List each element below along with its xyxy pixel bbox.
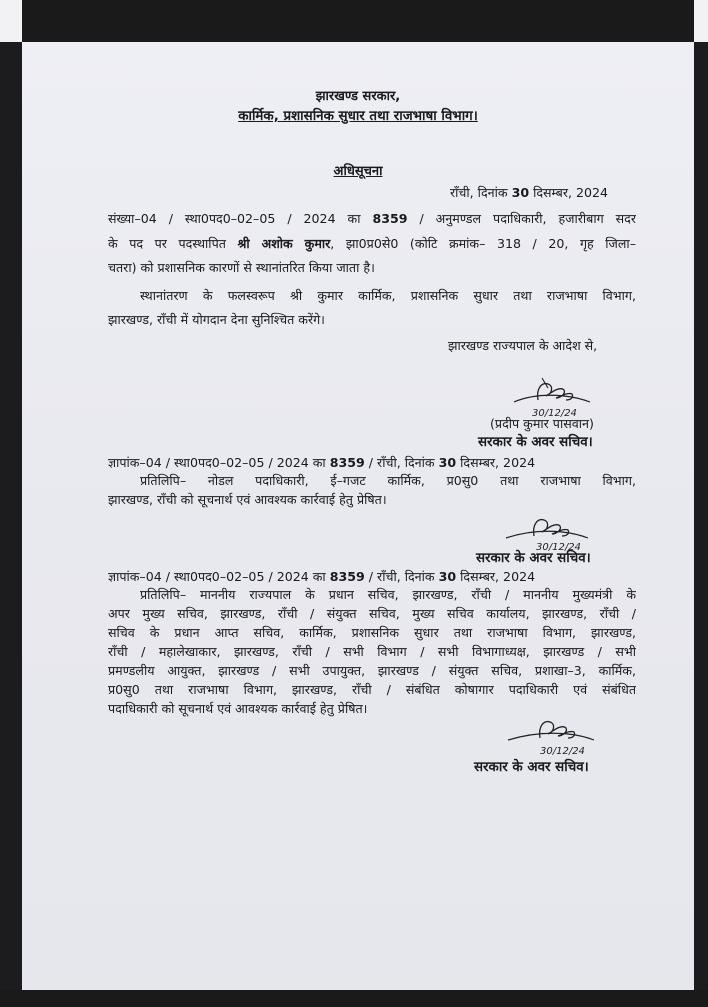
officer-details: , झा0प्र0से0 (कोटि क्रमांक– 318 / 20, गृह जिला– <box>330 236 636 251</box>
para2-line-1: स्थानांतरण के फलस्वरूप श्री कुमार कार्मिक, प्रशासनिक सुधार तथा राजभाषा विभाग, <box>140 288 636 303</box>
signatory-title-2: सरकार के अवर सचिव। <box>476 551 591 566</box>
signature-3 <box>506 714 598 760</box>
date-suffix: दिसम्बर, 2024 <box>529 185 609 200</box>
memo2-line-6: प्र0सु0 तथा राजभाषा विभाग, झारखण्ड, राँची / संबंधित कोषागार पदाधिकारी एवं संबंधित <box>108 682 636 697</box>
officer-name: श्री अशोक कुमार <box>237 236 331 251</box>
memo2-ref-number: 8359 <box>329 569 365 584</box>
memo1-reference <box>108 454 535 472</box>
para1-line-3: चतरा) को प्रशासनिक कारणों से स्थानांतरित किया जाता है। <box>108 260 375 275</box>
memo2-place: / राँची, दिनांक <box>368 569 435 584</box>
memo1-month-year: दिसम्बर, 2024 <box>460 455 536 470</box>
notification-title: अधिसूचना <box>333 164 383 179</box>
top-bar-right-edge <box>694 0 708 42</box>
memo1-line-1: प्रतिलिपि– नोडल पदाधिकारी, ई–गजट कार्मिक, प्र0सु0 तथा राजभाषा विभाग, <box>140 473 636 488</box>
memo2-ref: ज्ञापांक–04 / स्था0पद0–02–05 / 2024 का <box>108 569 326 584</box>
memo1-ref: ज्ञापांक–04 / स्था0पद0–02–05 / 2024 का <box>108 455 326 470</box>
memo2-reference <box>108 568 535 586</box>
document-page <box>22 42 694 990</box>
signatory-name: (प्रदीप कुमार पासवान) <box>490 416 594 431</box>
memo2-line-3: सचिव के प्रधान आप्त सचिव, कार्मिक, प्रशासनिक सुधार तथा राजभाषा विभाग, झारखण्ड, <box>108 625 636 640</box>
memo2-day: 30 <box>438 569 457 584</box>
memo1-ref-number: 8359 <box>329 455 365 470</box>
signature-1-date: 30/12/24 <box>532 408 577 419</box>
date-prefix: राँची, दिनांक <box>450 185 512 200</box>
order-line: झारखण्ड राज्यपाल के आदेश से, <box>448 338 598 353</box>
top-dark-bar <box>0 0 708 42</box>
memo2-line-1: प्रतिलिपि– माननीय राज्यपाल के प्रधान सचिव, झारखण्ड, राँची / माननीय मुख्यमंत्री के <box>140 587 636 602</box>
header-line-1: झारखण्ड सरकार, <box>315 89 401 104</box>
para1-line-1 <box>108 210 636 228</box>
memo1-day: 30 <box>438 455 457 470</box>
signatory-title-1: सरकार के अवर सचिव। <box>478 435 593 450</box>
bottom-dark-bar <box>0 990 708 1007</box>
memo2-month-year: दिसम्बर, 2024 <box>460 569 536 584</box>
memo2-line-5: प्रमण्डलीय आयुक्त, झारखण्ड / सभी उपायुक्त, झारखण्ड / संयुक्त सचिव, प्रशाखा–3, कार्मिक, <box>108 663 636 678</box>
notification-date <box>450 184 608 202</box>
signature-3-date: 30/12/24 <box>540 746 585 757</box>
signatory-title-3: सरकार के अवर सचिव। <box>474 760 589 775</box>
date-day: 30 <box>511 185 530 200</box>
memo2-line-2: अपर मुख्य सचिव, झारखण्ड, राँची / संयुक्त सचिव, मुख्य सचिव कार्यालय, झारखण्ड, राँची / <box>108 606 636 621</box>
para1-line-2 <box>108 235 636 253</box>
memo1-place: / राँची, दिनांक <box>368 455 435 470</box>
para1-ref-number: 8359 <box>372 211 408 226</box>
para1-ref: संख्या–04 / स्था0पद0–02–05 / 2024 का <box>108 211 361 226</box>
memo1-line-2: झारखण्ड, राँची को सूचनार्थ एवं आवश्यक कार्रवाई हेतु प्रेषित। <box>108 492 387 507</box>
header-line-2: कार्मिक, प्रशासनिक सुधार तथा राजभाषा विभाग। <box>238 109 478 124</box>
memo2-line-7: पदाधिकारी को सूचनार्थ एवं आवश्यक कार्रवाई हेतु प्रेषित। <box>108 701 368 716</box>
memo2-line-4: राँची / महालेखाकार, झारखण्ड, राँची / सभी विभाग / सभी विभागाध्यक्ष, झारखण्ड / सभी <box>108 644 636 659</box>
para1-posted-text: के पद पर पदस्थापित <box>108 236 226 251</box>
top-bar-left-edge <box>0 0 22 42</box>
signature-2-date: 30/12/24 <box>536 542 581 553</box>
para1-ref-rest: / अनुमण्डल पदाधिकारी, हजारीबाग सदर <box>419 211 636 226</box>
para2-line-2: झारखण्ड, राँची में योगदान देना सुनिश्चित करेंगे। <box>108 312 325 327</box>
